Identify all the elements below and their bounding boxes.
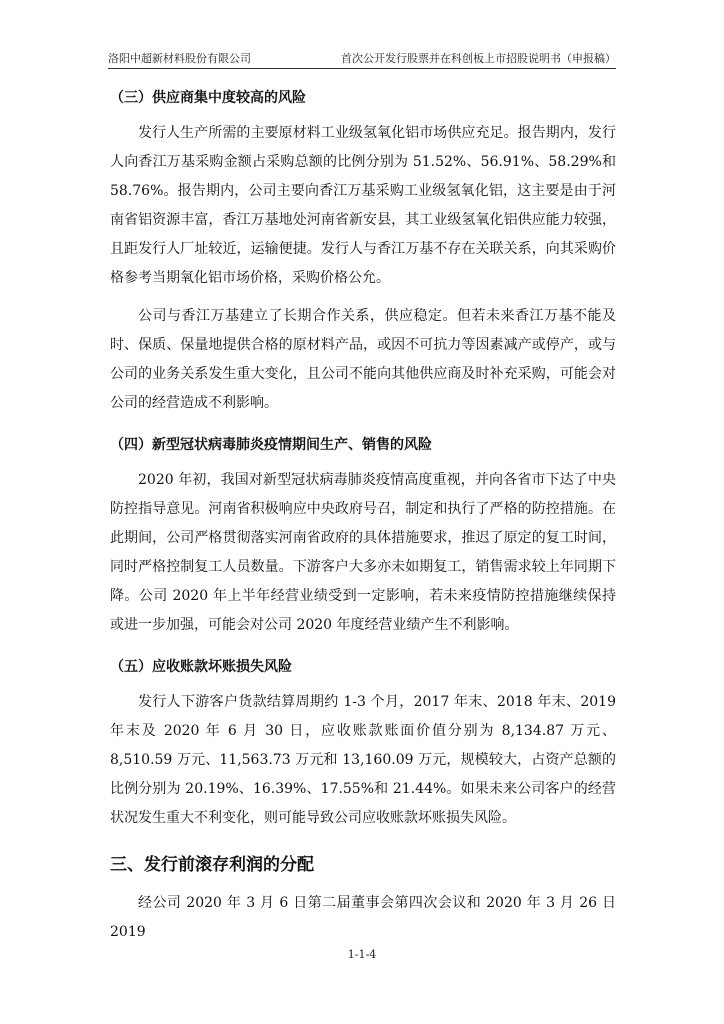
paragraph-supplier-2: 公司与香江万基建立了长期合作关系，供应稳定。但若未来香江万基不能及时、保质、保量地提供合格的原材料产品，或因不可抗力等因素减产或停产，或与公司的业务关系发生重大变化，且公司不能向其他供应商及时补充采购，可能会对公司的经营造成不利影响。 [110, 308, 616, 411]
page-number: 1-1-4 [347, 948, 377, 961]
paragraph-covid: 2020 年初，我国对新型冠状病毒肺炎疫情高度重视，并向各省市下达了中央防控指导意见。河南省积极响应中央政府号召，制定和执行了严格的防控措施。在此期间，公司严格贯彻落实河南省政府的具体措施要求，推迟了原定的复工时间，同时严格控制复工人员数量。下游客户大多亦未如期复工，销售需求较上年同期下降。公司 2020 年上半年经营业绩受到一定影响，若未来疫情防控措施继续保持或进一步加强，可能会对公司 2020 年度经营业绩产生不利影响。 [110, 472, 616, 633]
header-company-name: 洛阳中超新材料股份有限公司 [108, 52, 251, 65]
paragraph-profit-distribution: 经公司 2020 年 3 月 6 日第二届董事会第四次会议和 2020 年 3 月 26 日 2019 [110, 895, 616, 940]
header-document-title: 首次公开发行股票并在科创板上市招股说明书（申报稿） [341, 52, 616, 65]
paragraph-supplier-1: 发行人生产所需的主要原材料工业级氢氧化铝市场供应充足。报告期内，发行人向香江万基采购金额占采购总额的比例分别为 51.52%、56.91%、58.29%和 58.76%。报告期内，公司主要向香江万基采购工业级氢氧化铝，这主要是由于河南省铝资源丰富，香江万基地处河南省新安县，其工业级氢氧化铝供应能力较强，且距发行人厂址较近，运输便捷。发行人与香江万基不存在关联关系，向其采购价格参考当期氧化铝市场价格，采购价格公允。 [110, 125, 616, 286]
section-title-supplier-concentration: （三）供应商集中度较高的风险 [110, 90, 306, 106]
section-title-covid-risk: （四）新型冠状病毒肺炎疫情期间生产、销售的风险 [110, 437, 432, 453]
paragraph-receivables: 发行人下游客户货款结算周期约 1-3 个月，2017 年末、2018 年末、2019 年末及 2020 年 6 月 30 日，应收账款账面价值分别为 8,134.87 万元、8,510.59 万元、11,563.73 万元和 13,160.09 万元，规模较大，占资产总额的比例分别为 20.19%、16.39%、17.55%和 21.44%。如果未来公司客户的经营状况发生重大不利变化，则可能导致公司应收账款坏账损失风险。 [110, 694, 616, 826]
document-body [110, 87, 616, 947]
section-title-receivables-risk: （五）应收账款坏账损失风险 [110, 659, 292, 675]
page-header [108, 50, 616, 69]
major-section-title: 三、发行前滚存利润的分配 [110, 855, 314, 875]
